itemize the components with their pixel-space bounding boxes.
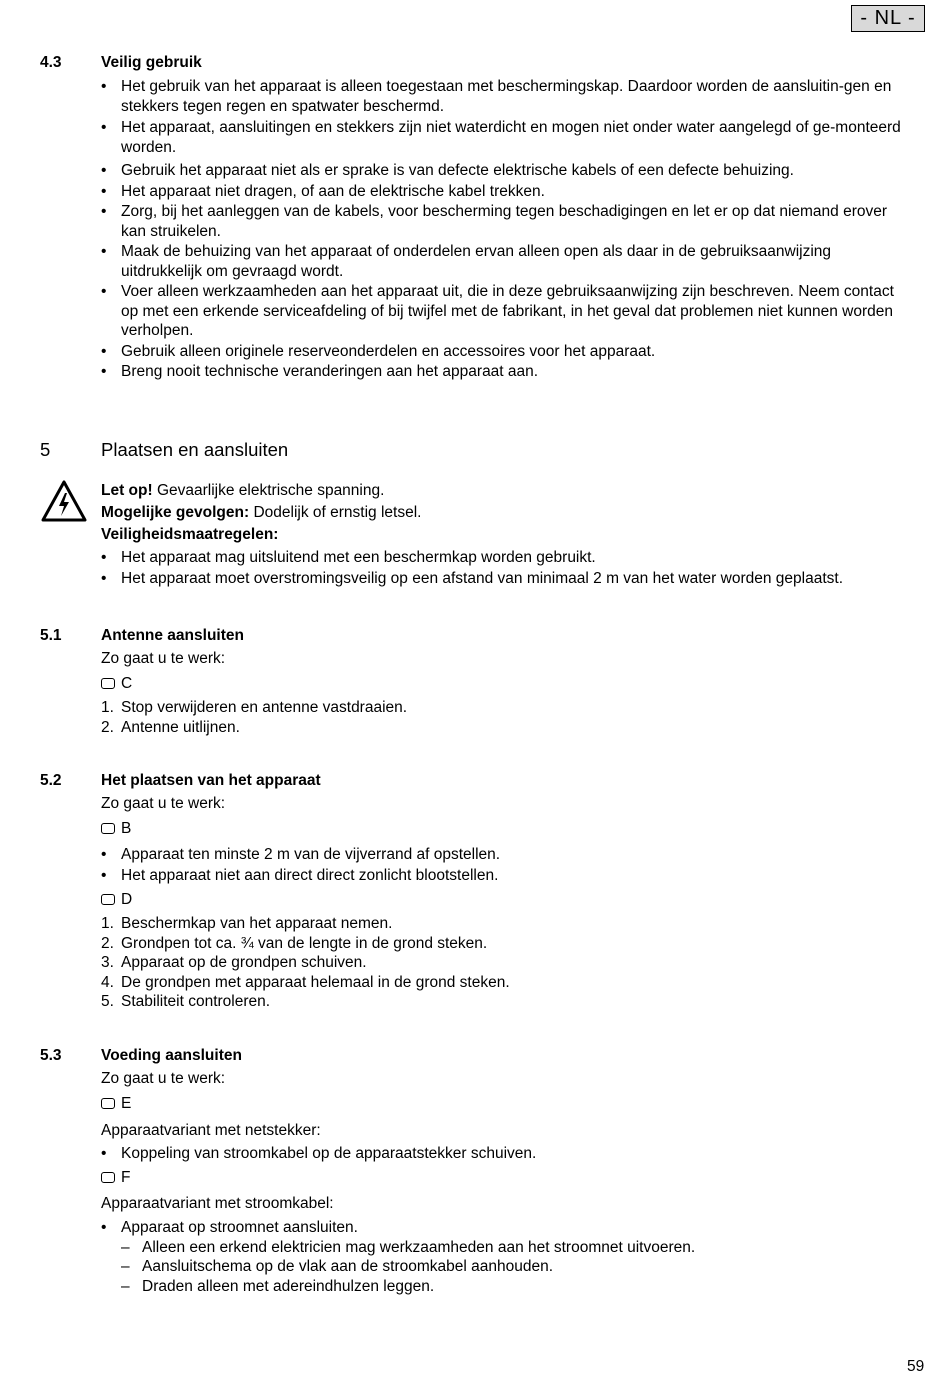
chapter-title: Plaatsen en aansluiten <box>101 439 289 460</box>
list-item: 1. Stop verwijderen en antenne vastdraaien. <box>101 699 408 716</box>
list-item: 4. De grondpen met apparaat helemaal in de grond steken. <box>101 973 510 991</box>
list-item: • Het apparaat mag uitsluitend met een beschermkap worden gebruikt. <box>101 549 596 566</box>
variant-label: Apparaatvariant met stroomkabel: <box>101 1195 334 1212</box>
dash-icon: – <box>121 1238 130 1256</box>
language-badge: - NL - <box>851 5 925 32</box>
list-item: 1. Beschermkap van het apparaat nemen. <box>101 915 393 932</box>
high-voltage-warning-icon <box>41 480 87 522</box>
list-item: • Apparaat ten minste 2 m van de vijverrand af opstellen. <box>101 846 501 863</box>
variant-label: Apparaatvariant met netstekker: <box>101 1122 321 1139</box>
section-number: 5.1 <box>40 627 62 644</box>
bullet-icon: • <box>101 203 107 220</box>
list-item: – Alleen een erkend elektricien mag werkzaamheden aan het stroomnet uitvoeren. <box>121 1238 696 1256</box>
bullet-icon: • <box>101 342 107 360</box>
placement-list <box>101 845 911 885</box>
sub-list <box>121 1238 911 1297</box>
list-item: • Koppeling van stroomkabel op de apparaatstekker schuiven. <box>101 1145 537 1162</box>
list-item: • Het apparaat moet overstromingsveilig op een afstand van minimaal 2 m van het water worden geplaatst. <box>101 569 843 587</box>
figure-reference: E <box>101 1094 131 1114</box>
bullet-icon: • <box>101 283 107 300</box>
list-item: • Gebruik het apparaat niet als er sprake is van defecte elektrische kabels of een defecte behuizing. <box>101 162 794 179</box>
list-item: • Voer alleen werkzaamheden aan het apparaat uit, die in deze gebruiksaanwijzing zijn beschreven. Neem contact op met een erkende serviceafdeling of bij twijfel met de fabrikant, in het geval dat problemen niet kunnen worden verholpen. <box>101 283 894 339</box>
page-number: 59 <box>907 1358 925 1375</box>
steps-list <box>101 698 911 737</box>
procedure-intro: Zo gaat u te werk: <box>101 795 226 812</box>
bullet-icon: • <box>101 363 107 380</box>
list-item: • Het apparaat niet dragen, of aan de elektrische kabel trekken. <box>101 182 545 200</box>
procedure-intro: Zo gaat u te werk: <box>101 1070 226 1087</box>
figure-reference: C <box>101 674 132 694</box>
list-item: • Het apparaat, aansluitingen en stekkers zijn niet waterdicht en mogen niet onder water aangelegd of ge-monteerd worden. <box>101 119 901 156</box>
section-title: Het plaatsen van het apparaat <box>101 772 321 789</box>
figure-reference: F <box>101 1168 130 1188</box>
bullet-icon: • <box>101 78 107 95</box>
warning-list <box>101 548 911 588</box>
bullet-icon: • <box>101 569 107 587</box>
section-title: Veilig gebruik <box>101 54 202 71</box>
section-number: 5.2 <box>40 772 62 789</box>
dash-icon: – <box>121 1277 130 1295</box>
connection-list <box>101 1218 911 1296</box>
bullet-icon: • <box>101 1145 107 1162</box>
section-number: 5.3 <box>40 1047 62 1064</box>
list-item: • Gebruik alleen originele reserveonderdelen en accessoires voor het apparaat. <box>101 342 656 360</box>
warning-consequences: Mogelijke gevolgen: Dodelijk of ernstig letsel. <box>101 504 422 521</box>
figure-reference: D <box>101 890 132 910</box>
list-item: • Het gebruik van het apparaat is alleen toegestaan met beschermingskap. Daardoor worden de aansluitin-gen en stekkers tegen regen en spatwater beschermd. <box>101 78 892 115</box>
book-icon <box>101 678 115 689</box>
book-icon <box>101 823 115 834</box>
section-title: Antenne aansluiten <box>101 627 244 644</box>
list-item: 2. Grondpen tot ca. ¾ van de lengte in de grond steken. <box>101 934 488 952</box>
bullet-icon: • <box>101 846 107 863</box>
book-icon <box>101 894 115 905</box>
list-item: • Het apparaat niet aan direct direct zonlicht blootstellen. <box>101 866 499 884</box>
list-item: • Breng nooit technische veranderingen aan het apparaat aan. <box>101 363 539 380</box>
bullet-icon: • <box>101 549 107 566</box>
bullet-icon: • <box>101 243 107 260</box>
connection-list <box>101 1144 911 1164</box>
bullet-icon: • <box>101 866 107 884</box>
chapter-number: 5 <box>40 439 51 460</box>
book-icon <box>101 1098 115 1109</box>
bullet-icon: • <box>101 162 107 179</box>
bullet-icon: • <box>101 182 107 200</box>
list-item: • Maak de behuizing van het apparaat of onderdelen ervan alleen open als daar in de gebruiksaanwijzing uitdrukkelijk om gevraagd wordt. <box>101 243 832 280</box>
bullet-icon: • <box>101 119 107 136</box>
section-number: 4.3 <box>40 54 62 71</box>
figure-reference: B <box>101 819 131 839</box>
section-title: Voeding aansluiten <box>101 1047 242 1064</box>
list-item: 3. Apparaat op de grondpen schuiven. <box>101 954 367 971</box>
procedure-intro: Zo gaat u te werk: <box>101 650 226 667</box>
list-item: • Zorg, bij het aanleggen van de kabels, voor bescherming tegen beschadigingen en let er op dat niemand erover kan struikelen. <box>101 203 888 240</box>
list-item: – Aansluitschema op de vlak aan de stroomkabel aanhouden. <box>121 1258 554 1275</box>
steps-list <box>101 914 911 1012</box>
list-item: • Apparaat op stroomnet aansluiten. – Alleen een erkend elektricien mag werkzaamheden aan het stroomnet uitvoeren. – Aansluitschema op de vlak aan de stroomkabel aanhouden. – Draden alleen met adereindhulzen leggen. <box>101 1218 911 1296</box>
warning-measures-label: Veiligheidsmaatregelen: <box>101 526 279 543</box>
safety-list <box>101 77 911 382</box>
bullet-icon: • <box>101 1219 107 1236</box>
list-item: – Draden alleen met adereindhulzen leggen. <box>121 1277 435 1295</box>
book-icon <box>101 1172 115 1183</box>
warning-attention: Let op! Gevaarlijke elektrische spanning. <box>101 482 385 499</box>
list-item: 2. Antenne uitlijnen. <box>101 718 240 736</box>
list-item: 5. Stabiliteit controleren. <box>101 993 271 1010</box>
dash-icon: – <box>121 1258 130 1275</box>
